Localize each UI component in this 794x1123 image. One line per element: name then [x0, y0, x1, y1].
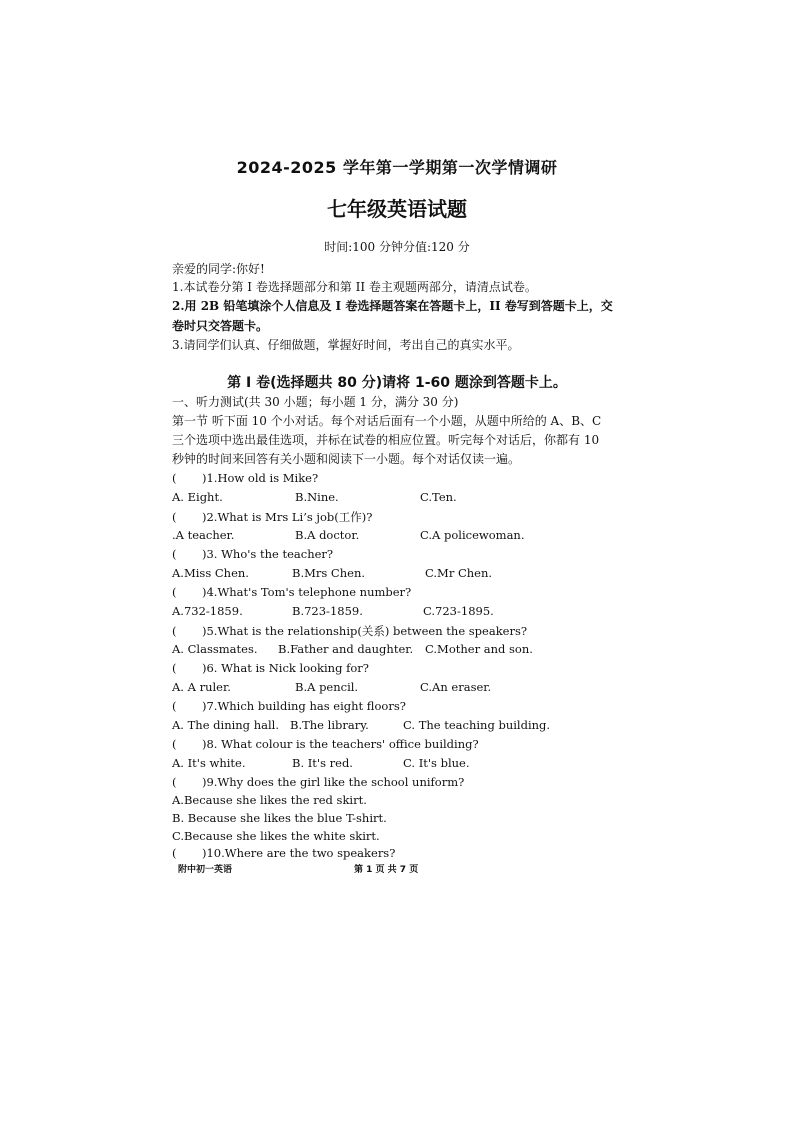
question-5: [172, 623, 527, 639]
time-info: 时间:100 分钟分值:120 分: [324, 240, 470, 254]
question-3: [172, 547, 333, 561]
note-2b: 卷时只交答题卡。: [172, 319, 269, 333]
section-title: 第 I 卷(选择题共 80 分)请将 1-60 题涂到答题卡上。: [227, 375, 567, 391]
question-text: )2.What is Mrs Li’s job(工作)?: [202, 510, 373, 524]
answer-bracket[interactable]: (: [172, 547, 177, 561]
question-4: [172, 585, 411, 599]
exam-subtitle: 七年级英语试题: [327, 197, 467, 221]
option-b: B.Father and daughter.: [278, 642, 414, 656]
answer-bracket[interactable]: (: [172, 510, 177, 524]
answer-bracket[interactable]: (: [172, 846, 177, 860]
option-a: A. It's white.: [172, 756, 246, 770]
question-text: )10.Where are the two speakers?: [202, 846, 396, 860]
note-1: 1.本试卷分第 I 卷选择题部分和第 II 卷主观题两部分，请清点试卷。: [172, 280, 537, 294]
option-b: B.Nine.: [295, 490, 339, 504]
question-6: [172, 661, 369, 675]
question-text: )9.Why does the girl like the school uniform?: [202, 775, 465, 789]
option-a: A.Because she likes the red skirt.: [172, 793, 367, 807]
part-heading: 一、听力测试(共 30 小题；每小题 1 分，满分 30 分): [172, 395, 459, 409]
option-b: B.723-1859.: [292, 604, 363, 618]
page-number: 第 1 页 共 7 页: [354, 865, 419, 875]
option-a: A. A ruler.: [172, 680, 231, 694]
question-8: [172, 737, 479, 751]
option-b: B. It's red.: [292, 756, 353, 770]
question-text: )6. What is Nick looking for?: [202, 661, 369, 675]
option-a: A.Miss Chen.: [172, 566, 249, 580]
option-b: B.The library.: [290, 718, 369, 732]
answer-bracket[interactable]: (: [172, 661, 177, 675]
question-1: [172, 471, 318, 485]
question-text: )3. Who's the teacher?: [202, 547, 334, 561]
answer-bracket[interactable]: (: [172, 471, 177, 485]
question-text: )8. What colour is the teachers' office building?: [202, 737, 479, 751]
question-7: [172, 699, 406, 713]
option-c: C.Because she likes the white skirt.: [172, 829, 380, 843]
question-2: [172, 509, 372, 525]
answer-bracket[interactable]: (: [172, 737, 177, 751]
instruction-line: 三个选项中选出最佳选项，并标在试卷的相应位置。听完每个对话后，你都有 10: [172, 433, 600, 447]
question-text: )4.What's Tom's telephone number?: [202, 585, 412, 599]
option-c: C. It's blue.: [403, 756, 470, 770]
instruction-line: 秒钟的时间来回答有关小题和阅读下一小题。每个对话仅读一遍。: [172, 452, 521, 466]
option-a: .A teacher.: [172, 528, 235, 542]
question-9: [172, 775, 464, 789]
answer-bracket[interactable]: (: [172, 699, 177, 713]
footer-label: 附中初一英语: [178, 865, 233, 875]
option-b: B. Because she likes the blue T-shirt.: [172, 811, 387, 825]
answer-bracket[interactable]: (: [172, 775, 177, 789]
option-a: A. The dining hall.: [172, 718, 279, 732]
question-10: [172, 846, 395, 860]
instruction-line: 第一节 听下面 10 个小对话。每个对话后面有一个小题，从题中所给的 A、B、C: [172, 414, 602, 428]
option-c: C. The teaching building.: [403, 718, 551, 732]
option-a: A. Classmates.: [172, 642, 258, 656]
answer-bracket[interactable]: (: [172, 585, 177, 599]
option-b: B.Mrs Chen.: [292, 566, 366, 580]
question-text: )1.How old is Mike?: [202, 471, 319, 485]
option-a: A. Eight.: [172, 490, 223, 504]
option-c: C.723-1895.: [423, 604, 494, 618]
option-c: C.Mother and son.: [425, 642, 533, 656]
question-text: )5.What is the relationship(关系) between the speakers?: [202, 624, 528, 638]
question-text: )7.Which building has eight floors?: [202, 699, 406, 713]
note-3: 3.请同学们认真、仔细做题，掌握好时间，考出自己的真实水平。: [172, 338, 520, 352]
exam-title: 2024-2025 学年第一学期第一次学情调研: [236, 158, 558, 177]
option-c: C.A policewoman.: [420, 528, 525, 542]
option-c: C.Ten.: [420, 490, 457, 504]
option-a: A.732-1859.: [172, 604, 243, 618]
option-b: B.A doctor.: [295, 528, 360, 542]
greeting: 亲爱的同学:你好!: [172, 262, 265, 276]
note-2a: 2.用 2B 铅笔填涂个人信息及 I 卷选择题答案在答题卡上，II 卷写到答题卡上，交: [172, 299, 613, 313]
option-b: B.A pencil.: [295, 680, 359, 694]
answer-bracket[interactable]: (: [172, 624, 177, 638]
option-c: C.An eraser.: [420, 680, 492, 694]
option-c: C.Mr Chen.: [425, 566, 493, 580]
